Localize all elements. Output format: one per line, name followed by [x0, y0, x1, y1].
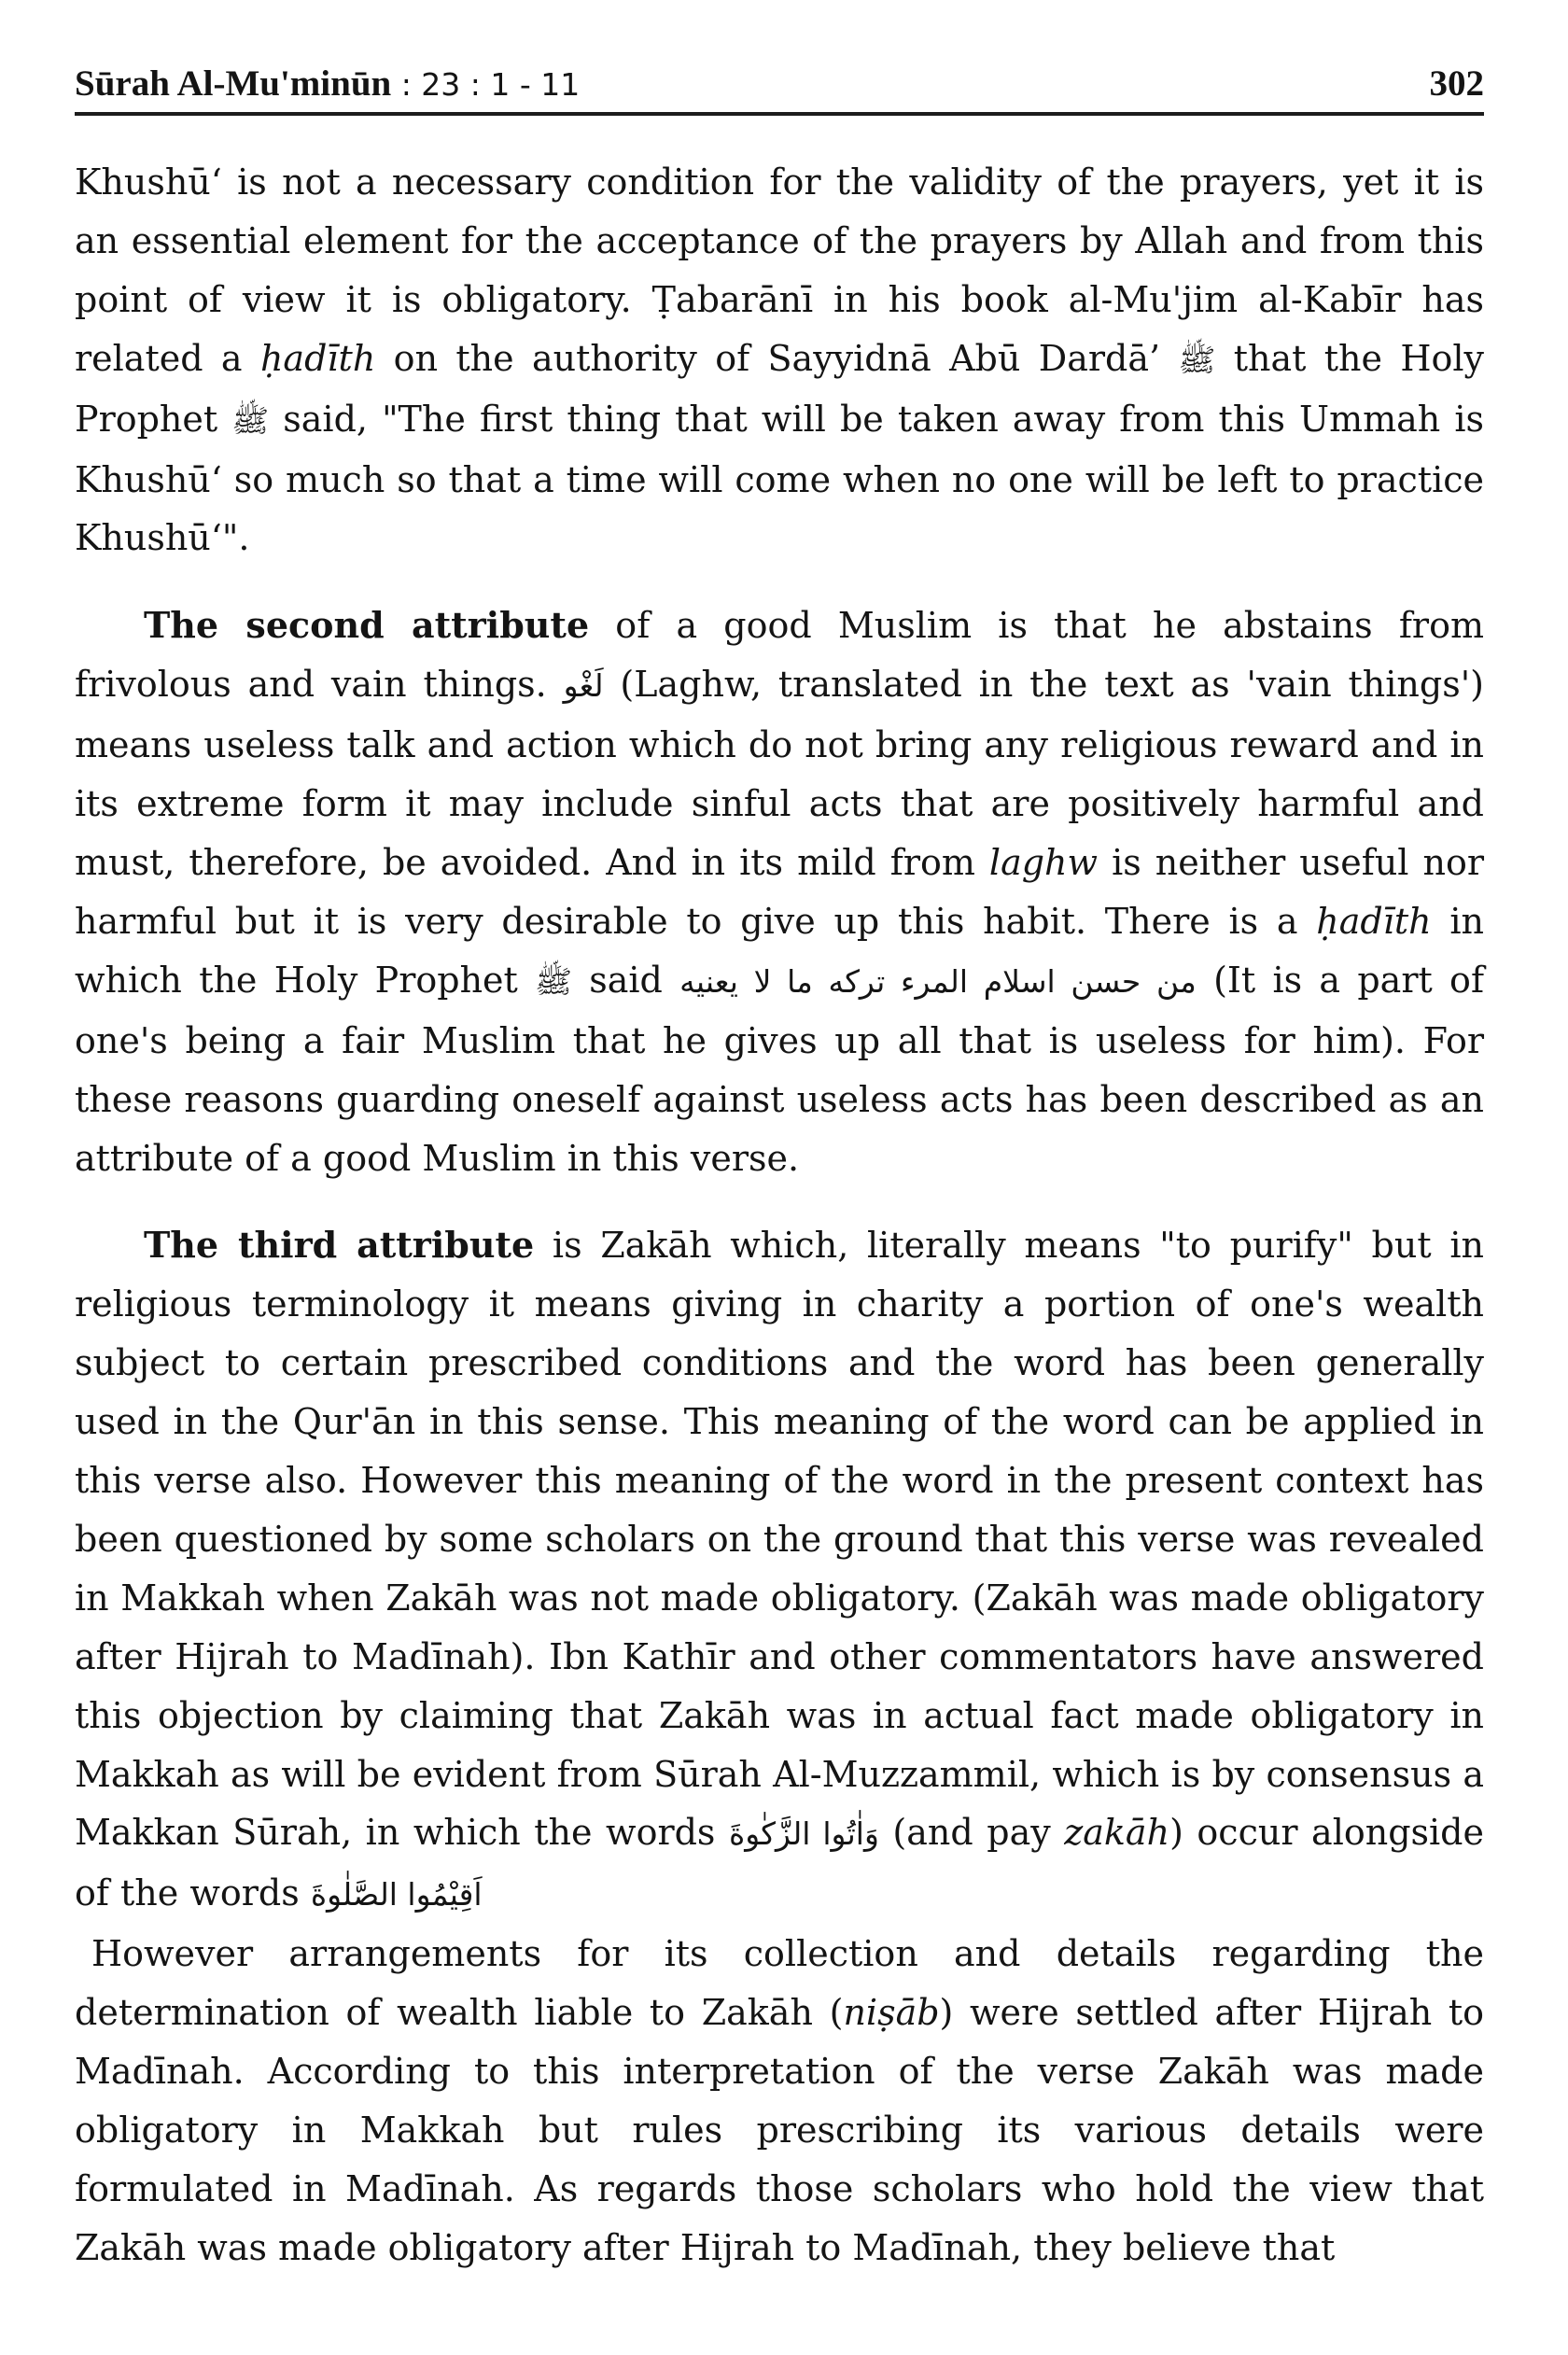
italic-term: laghw: [988, 841, 1099, 883]
italic-term: niṣāb: [843, 1992, 940, 2034]
italic-term: zakāh: [1064, 1812, 1170, 1854]
attribute-heading: The third attribute: [144, 1224, 535, 1267]
surah-name: Sūrah Al-Mu'minūn: [75, 63, 392, 104]
book-page: [75, 58, 1484, 2335]
arabic-phrase: وَاٰتُوا الزَّكٰوةَ: [728, 1815, 879, 1853]
arabic-word: لَغْو: [563, 667, 604, 705]
honorific-symbol: ﷺ: [1178, 341, 1216, 378]
arabic-phrase: اَقِيْمُوا الصَّلٰوةَ: [310, 1876, 483, 1913]
italic-term: ḥadīth: [1316, 900, 1432, 942]
honorific-symbol: ﷺ: [231, 401, 270, 439]
paragraph-third-attribute: The third attribute is Zakāh which, literally means "to purify" but in religious terminology it means giving in charity a portion of one's wealth subject to certain prescribed conditions and the word has been generally used in the Qur'ān in this sense. This meaning of the word can be applied in this verse also. However this meaning of the word in the present context has been questioned by some scholars on the ground that this verse was revealed in Makkah when Zakāh was not made obligatory. (Zakāh was made obligatory after Hijrah to Madīnah). Ibn Kathīr and other commentators have answered this objection by claiming that Zakāh was in actual fact made obligatory in Makkah as will be evident from Sūrah Al-Muzzammil, which is by consensus a Makkan Sūrah, in which the words وَاٰتُوا الزَّكٰوةَ (and pay zakāh) occur alongside of the words اَقِيْمُوا الصَّلٰوةَ: [75, 1224, 1484, 1914]
body-text: [75, 153, 1484, 2278]
running-header: [75, 58, 1484, 116]
paragraph-khushu: Khushū‘ is not a necessary condition for the validity of the prayers, yet it is an essential element for the acceptance of the prayers by Allah and from this point of view it is obligatory. Ṭabarānī in his book al-Mu'jim al-Kabīr has related a ḥadīth on the authority of Sayyidnā Abū Dardā’ ﷺ that the Holy Prophet ﷺ said, "The first thing that will be taken away from this Ummah is Khushū‘ so much so that a time will come when no one will be left to practice Khushū‘".: [75, 161, 1485, 559]
honorific-symbol: ﷺ: [535, 962, 572, 1000]
attribute-heading: The second attribute: [144, 604, 590, 647]
paragraph-second-attribute: The second attribute of a good Muslim is that he abstains from frivolous and vain things. لَغْو (Laghw, translated in the text as 'vain things') means useless talk and action which do not bring any religious reward and in its extreme form it may include sinful acts that are positively harmful and must, therefore, be avoided. And in its mild from laghw is neither useful nor harmful but it is very desirable to give up this habit. There is a ḥadīth in which the Holy Prophet ﷺ said من حسن اسلام المرء تركه ما لا يعنيه (It is a part of one's being a fair Muslim that he gives up all that is useless for him). For these reasons guarding oneself against useless acts has been described as an attribute of a good Muslim in this verse.: [75, 604, 1485, 1179]
page-number: 302: [1429, 63, 1484, 104]
verse-reference: : 23 : 1 - 11: [391, 66, 581, 103]
paragraph-continuation: However arrangements for its collection and details regarding the determination of wealth liable to Zakāh (niṣāb) were settled after Hijrah to Madīnah. According to this interpretation of the verse Zakāh was made obligatory in Makkah but rules prescribing its various details were formulated in Madīnah. As regards those scholars who hold the view that Zakāh was made obligatory after Hijrah to Madīnah, they believe that: [75, 1933, 1485, 2268]
italic-term: ḥadīth: [259, 337, 376, 379]
arabic-hadith: من حسن اسلام المرء تركه ما لا يعنيه: [679, 962, 1197, 1000]
header-title: [75, 63, 580, 105]
